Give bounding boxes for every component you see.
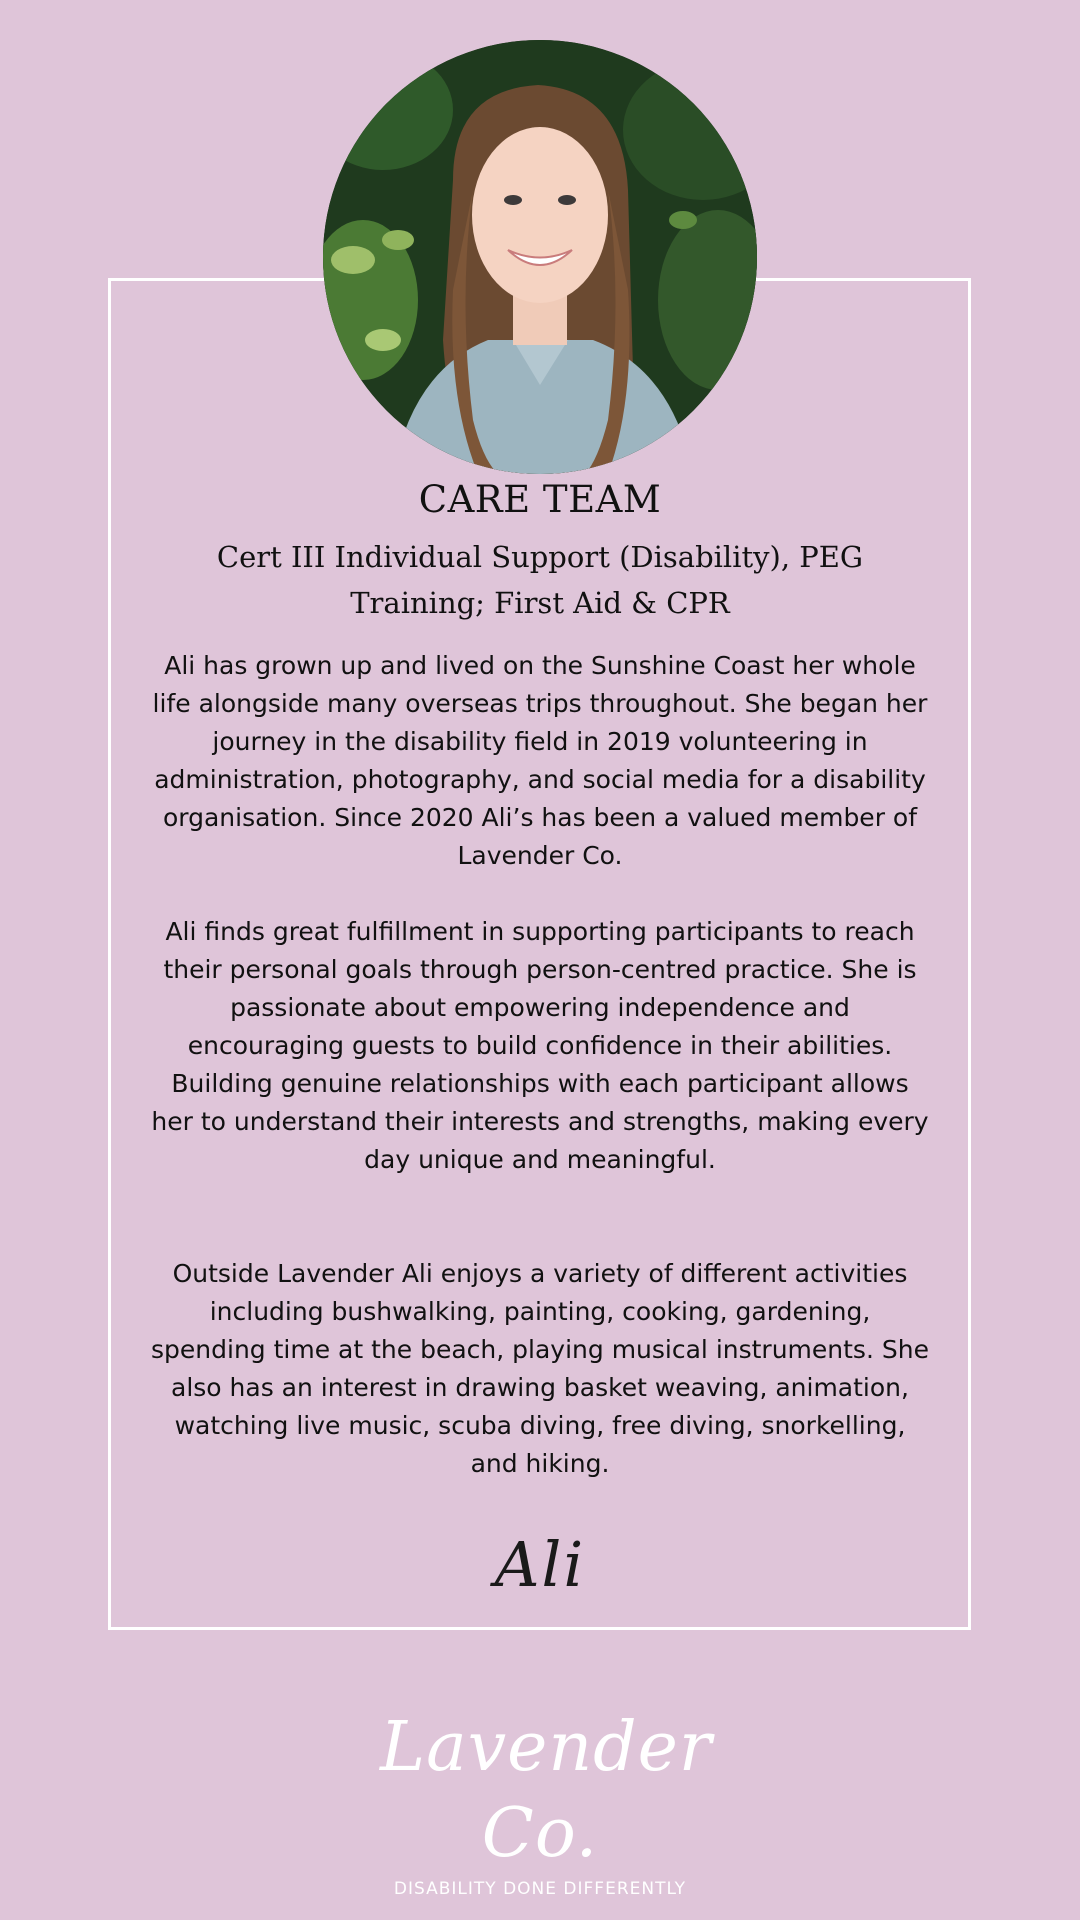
profile-photo	[323, 40, 757, 474]
brand-logo-script: Lavender Co.	[380, 1708, 713, 1873]
bio-paragraph-3: Outside Lavender Ali enjoys a variety of different activities including bushwalking, painting, cooking, gardening, spending time at the beach, playing musical instruments. She also has an interest in drawing basket weaving, animation, watching live music, scuba diving, free diving, snorkelling, and hiking.	[151, 1259, 929, 1478]
brand-logo	[380, 1705, 713, 1899]
bio-paragraph-1: Ali has grown up and lived on the Sunshine Coast her whole life alongside many overseas trips throughout. She began her journey in the disability field in 2019 volunteering in administration, photography, and social media for a disability organisation. Since 2020 Ali’s has been a valued member of Lavender Co.	[152, 651, 928, 870]
team-title: CARE TEAM	[418, 478, 662, 521]
bio-paragraph-2: Ali finds great fulfillment in supporting participants to reach their personal goals through person-centred practice. She is passionate about empowering independence and encouraging guests to build confidence in their abilities. Building genuine relationships with each participant allows her to understand their interests and strengths, making every day unique and meaningful.	[151, 917, 929, 1174]
brand-tagline: DISABILITY DONE DIFFERENTLY	[393, 1879, 687, 1899]
signature: Ali	[494, 1528, 586, 1601]
qualifications: Cert III Individual Support (Disability), PEG Training; First Aid & CPR	[216, 540, 864, 620]
